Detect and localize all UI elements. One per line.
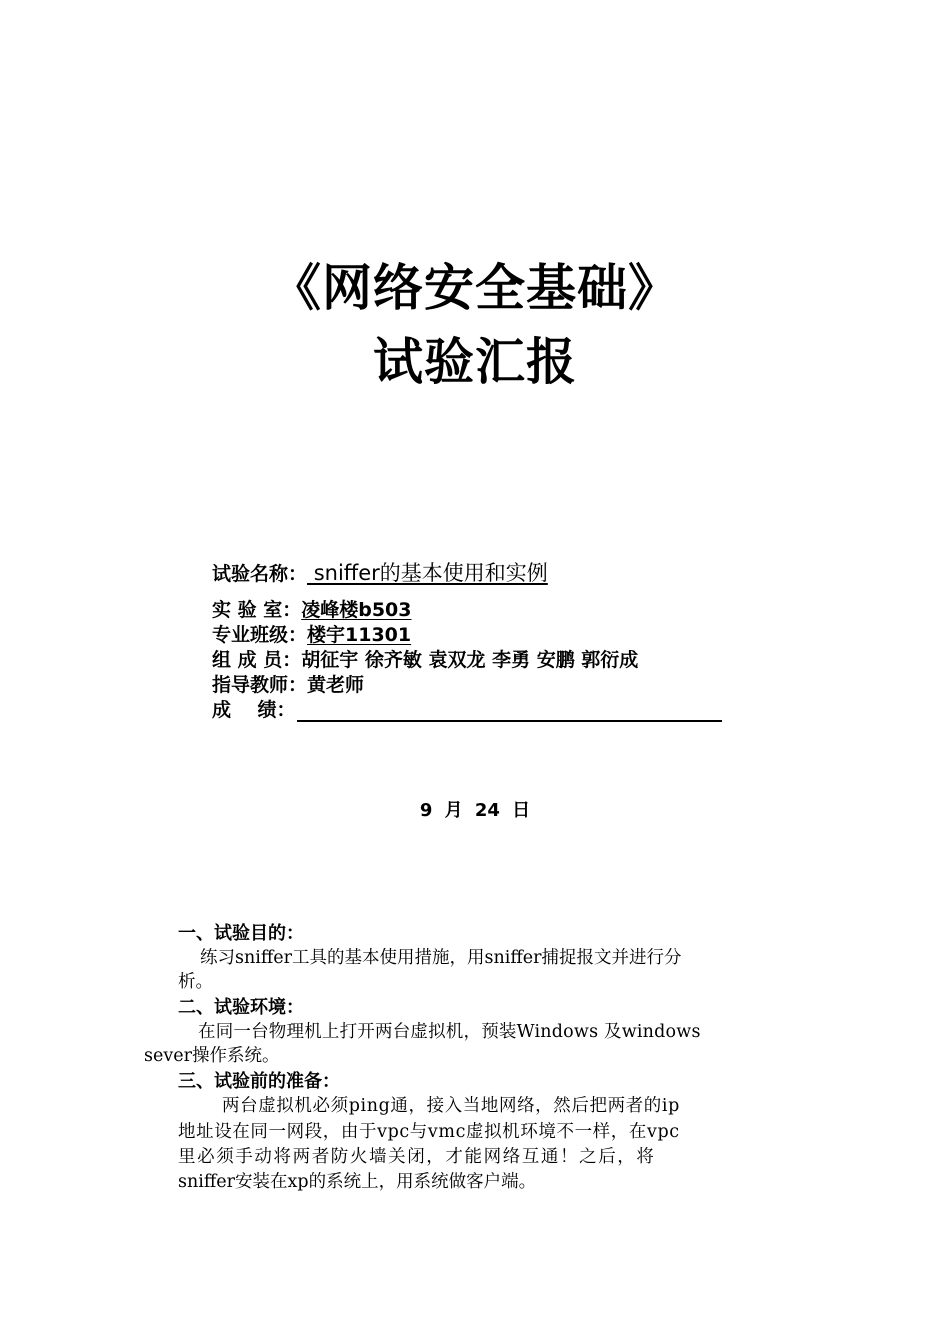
experiment-name-label: 试验名称：: [212, 563, 308, 585]
lab-value: 凌峰楼b503: [301, 599, 412, 621]
purpose-heading: 一、试验目的：: [178, 923, 304, 944]
purpose-text-line: 析。: [178, 972, 213, 992]
preparation-text-line: sniffer安装在xp的系统上，用系统做客户端。: [178, 1172, 537, 1192]
lab-label: 实 验 室：: [212, 599, 302, 621]
lab-row: [212, 598, 412, 622]
grade-label: 成 绩：: [212, 699, 296, 721]
environment-heading: 二、试验环境：: [178, 997, 304, 1018]
experiment-name-row: [212, 561, 548, 586]
report-title-course: 《网络安全基础》: [271, 259, 679, 317]
teacher-value: 黄老师: [307, 674, 365, 696]
environment-text-line: sever操作系统。: [144, 1046, 280, 1066]
members-value: 胡征宇 徐齐敏 袁双龙 李勇 安鹏 郭衍成: [301, 649, 639, 671]
experiment-name-value: sniffer的基本使用和实例: [307, 561, 548, 585]
members-label: 组 成 员：: [212, 649, 302, 671]
teacher-row: [212, 673, 364, 697]
grade-row: [212, 698, 722, 722]
major-value: 楼宇11301: [307, 624, 412, 646]
teacher-label: 指导教师：: [212, 674, 308, 696]
environment-text-line: 在同一台物理机上打开两台虚拟机，预装Windows 及windows: [198, 1022, 701, 1042]
report-title-type: 试验汇报: [373, 333, 577, 391]
major-row: [212, 623, 411, 647]
preparation-text-line: 里必须手动将两者防火墙关闭，才能网络互通！之后，将: [178, 1147, 656, 1167]
major-label: 专业班级：: [212, 624, 308, 646]
report-date: 9 月 24 日: [419, 800, 531, 821]
preparation-text-line: 地址设在同一网段，由于vpc与vmc虚拟机环境不一样，在vpc: [178, 1122, 680, 1142]
preparation-text-line: 两台虚拟机必须ping通，接入当地网络，然后把两者的ip: [222, 1096, 680, 1116]
grade-blank-line: [297, 700, 722, 722]
preparation-heading: 三、试验前的准备：: [178, 1071, 340, 1092]
purpose-text-line: 练习sniffer工具的基本使用措施，用sniffer捕捉报文并进行分: [200, 948, 682, 968]
members-row: [212, 648, 638, 672]
